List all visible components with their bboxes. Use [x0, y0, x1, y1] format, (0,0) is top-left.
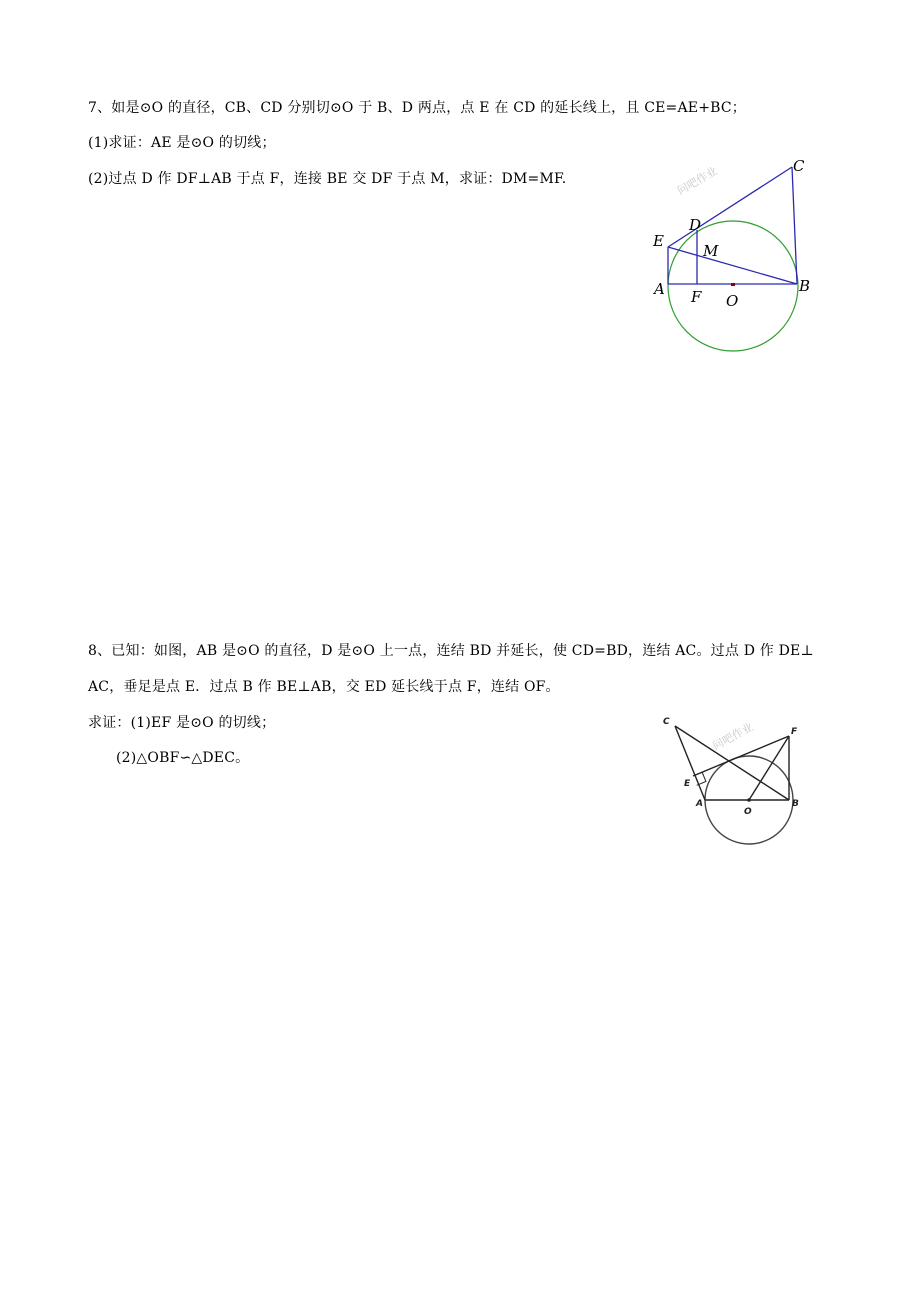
p7-label-F: F	[691, 288, 702, 306]
p8-label-O: O	[744, 807, 752, 817]
p7-label-A: A	[654, 280, 665, 298]
problem8-figure	[655, 710, 825, 850]
p8-line-OF	[749, 736, 789, 800]
p7-label-B: B	[799, 277, 811, 295]
p8-label-C: C	[663, 717, 670, 727]
p7-label-C: C	[793, 157, 805, 175]
p7-label-M: M	[703, 242, 719, 260]
p8-label-A: A	[696, 799, 703, 809]
problem8-part2: (2)△OBF∽△DEC。	[116, 750, 250, 766]
problem7-figure	[640, 150, 840, 365]
p7-label-O: O	[726, 292, 739, 310]
problem8-part1: 求证：(1)EF 是⊙O 的切线；	[88, 715, 276, 731]
p7-line-EB	[668, 247, 797, 284]
p8-center-point	[747, 798, 751, 802]
p7-watermark: 问吧作业	[675, 164, 720, 198]
problem7-stem: 7、如是⊙O 的直径，CB、CD 分别切⊙O 于 B、D 两点，点 E 在 CD 的延长线上，且 CE=AE+BC；	[88, 100, 747, 116]
p8-watermark: 问吧作业	[710, 720, 756, 753]
p8-label-B: B	[792, 799, 799, 809]
problem8-stem-line2: AC，垂足是点 E．过点 B 作 BE⊥AB，交 ED 延长线于点 F，连结 OF。	[88, 679, 560, 695]
p7-label-D: D	[689, 216, 702, 234]
problem8-stem-line1: 8、已知：如图，AB 是⊙O 的直径，D 是⊙O 上一点，连结 BD 并延长，使 CD=BD，连结 AC。过点 D 作 DE⊥	[88, 643, 814, 659]
p8-line-EF	[693, 736, 789, 776]
p8-label-E: E	[684, 779, 691, 789]
p7-center-point	[731, 283, 735, 286]
p7-label-E: E	[653, 232, 664, 250]
p8-label-F: F	[791, 727, 798, 737]
problem7-part2: (2)过点 D 作 DF⊥AB 于点 F，连接 BE 交 DF 于点 M，求证：DM=MF.	[88, 171, 567, 187]
problem7-part1: (1)求证：AE 是⊙O 的切线；	[88, 135, 276, 151]
